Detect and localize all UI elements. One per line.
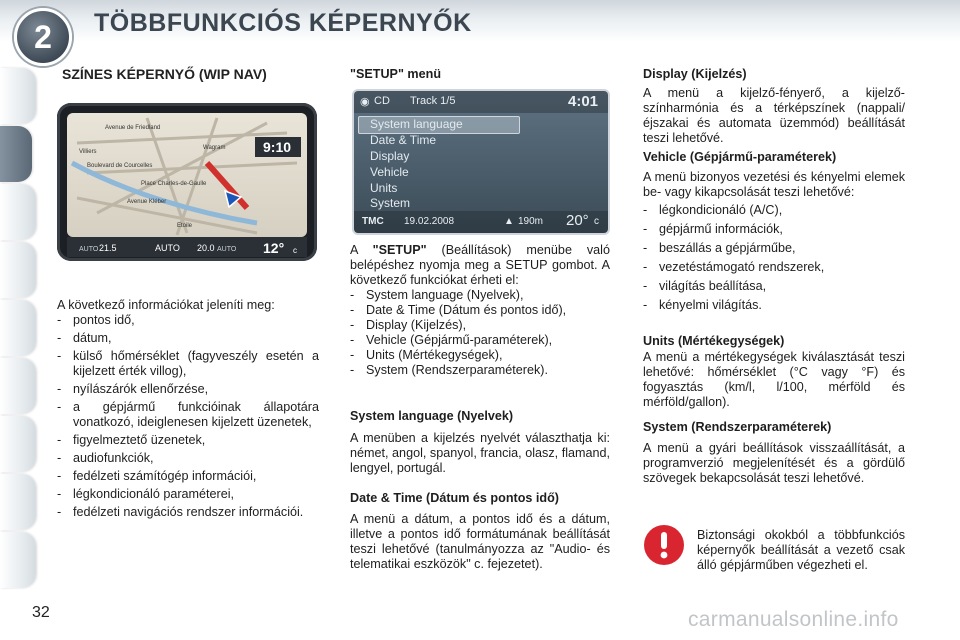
- list-item: - dátum,: [57, 331, 319, 346]
- list-item: - figyelmeztető üzenetek,: [57, 433, 319, 448]
- left-text-block: [57, 298, 319, 523]
- setup-menu-item[interactable]: System: [370, 196, 411, 210]
- language-text: A menüben a kijelzés nyelvét választhatja ki: német, angol, spanyol, francia, olasz, flamand, lengyel, portugál.: [350, 431, 610, 475]
- setup-tmc: TMC: [362, 216, 384, 227]
- system-text: A menü a gyári beállítások visszaállítását, a programverzió megjelenítését és a gördülő szövegek bekapcsolását teszi lehetővé.: [643, 441, 905, 485]
- cd-icon: ◉: [360, 96, 370, 108]
- setup-temp: 20°: [566, 212, 589, 229]
- setup-date: 19.02.2008: [404, 216, 455, 227]
- setup-intro-pre: A: [350, 243, 373, 257]
- setup-function-list: [350, 288, 610, 378]
- list-item: - fedélzeti navigációs rendszer információi.: [57, 505, 319, 520]
- nav-left-temp: 21.5: [99, 243, 117, 253]
- vehicle-list: [643, 203, 905, 313]
- list-item: - a gépjármű funkcióinak állapotára vonatkozó, ideiglenesen kijelzett üzenetek,: [57, 400, 319, 430]
- setup-clock: 4:01: [568, 93, 599, 110]
- nav-left-auto: AUTO: [79, 246, 99, 253]
- list-item: - vezetéstámogató rendszerek,: [643, 260, 905, 275]
- chapter-tab-4[interactable]: [0, 242, 36, 298]
- setup-track: Track 1/5: [410, 95, 456, 107]
- setup-intro: [350, 243, 610, 288]
- list-item: - Date & Time (Dátum és pontos idő),: [350, 303, 610, 318]
- map-label: Avenue de Friedland: [105, 125, 161, 131]
- setup-menu-item[interactable]: Vehicle: [370, 165, 409, 179]
- list-item: - beszállás a gépjárműbe,: [643, 241, 905, 256]
- vehicle-heading: Vehicle (Gépjármű-paraméterek): [643, 150, 837, 164]
- vehicle-text: A menü bizonyos vezetési és kényelmi elemek be- vagy kikapcsolását teszi lehetővé:: [643, 170, 905, 199]
- watermark: carmanualsonline.info: [688, 608, 899, 631]
- chapter-tab-9[interactable]: [0, 532, 36, 588]
- left-intro: A következő információkat jeleníti meg:: [57, 298, 275, 312]
- nav-right-temp: 20.0: [197, 243, 215, 253]
- list-item: - külső hőmérséklet (fagyveszély esetén a kijelzett érték villog),: [57, 349, 319, 379]
- chapter-tabs: [0, 60, 38, 600]
- list-item: - gépjármű információk,: [643, 222, 905, 237]
- language-heading: System language (Nyelvek): [350, 409, 514, 423]
- list-item: - légkondicionáló (A/C),: [643, 203, 905, 218]
- list-item: - audiofunkciók,: [57, 451, 319, 466]
- page-number: 32: [32, 604, 50, 621]
- system-heading: System (Rendszerparaméterek): [643, 420, 832, 434]
- page-header: [0, 0, 960, 55]
- setup-statusbar: [354, 211, 608, 233]
- list-item: - kényelmi világítás.: [643, 298, 905, 313]
- list-item: - pontos idő,: [57, 313, 319, 328]
- chapter-tab-1[interactable]: [0, 68, 36, 124]
- vehicle-text-block: [643, 170, 905, 317]
- setup-temp-unit: c: [594, 216, 599, 227]
- setup-intro-post: (Beállítások) menübe való belépéshez nyomja meg a SETUP gombot. A következő funkciókat érheti el:: [350, 243, 610, 287]
- chapter-badge: 2: [14, 8, 72, 66]
- setup-menu-item[interactable]: Date & Time: [370, 133, 437, 147]
- list-item: - System language (Nyelvek),: [350, 288, 610, 303]
- page-title: TÖBBFUNKCIÓS KÉPERNYŐK: [94, 9, 472, 37]
- units-text: A menü a mértékegységek kiválasztását teszi lehetővé: hőmérséklet (°C vagy °F) és fogyasztás (km/l, l/100, mérföld és mérföld/gallon).: [643, 350, 905, 409]
- list-item: - Display (Kijelzés),: [350, 318, 610, 333]
- map-label: Avenue Kléber: [127, 199, 167, 205]
- list-item: - légkondicionáló paraméterei,: [57, 487, 319, 502]
- exclamation-warning-icon: [644, 525, 684, 565]
- display-heading: Display (Kijelzés): [643, 67, 747, 81]
- map-label: Boulevard de Courcelles: [87, 163, 153, 169]
- map-label: Etoile: [177, 223, 193, 229]
- list-item: - Units (Mértékegységek),: [350, 348, 610, 363]
- nav-center-mode: AUTO: [155, 243, 180, 253]
- list-item: - System (Rendszerparaméterek).: [350, 363, 610, 378]
- nav-outside-unit: c: [293, 246, 297, 255]
- chapter-tab-8[interactable]: [0, 474, 36, 530]
- left-feature-list: [57, 313, 319, 520]
- map-label: Villiers: [79, 149, 97, 155]
- nav-outside-temp: 12°: [263, 240, 285, 256]
- nav-map-illustration: [57, 103, 317, 261]
- chapter-tab-3[interactable]: [0, 184, 36, 240]
- nav-arrow-icon: ▲: [504, 216, 514, 227]
- section-title: SZÍNES KÉPERNYŐ (WIP NAV): [62, 66, 267, 82]
- units-heading: Units (Mértékegységek): [643, 334, 785, 348]
- chapter-tab-7[interactable]: [0, 416, 36, 472]
- chapter-tab-6[interactable]: [0, 358, 36, 414]
- map-label: Wagram: [203, 145, 226, 151]
- safety-warning-text: Biztonsági okokból a többfunkciós képernyők beállítását a vezető csak álló gépjárműben végezheti el.: [697, 528, 905, 572]
- setup-menu-item[interactable]: Display: [370, 149, 410, 163]
- middle-text-block: [350, 243, 610, 378]
- setup-menu-item[interactable]: System language: [370, 117, 463, 131]
- list-item: - nyílászárók ellenőrzése,: [57, 382, 319, 397]
- nav-clock: 9:10: [263, 139, 292, 155]
- wip-nav-screen-photo: [57, 103, 317, 261]
- list-item: - világítás beállítása,: [643, 279, 905, 294]
- setup-menu-screen-photo: [354, 91, 608, 233]
- list-item: - fedélzeti számítógép információi,: [57, 469, 319, 484]
- setup-intro-bold: "SETUP": [372, 243, 427, 257]
- exclamation-icon: [644, 525, 684, 565]
- nav-right-auto: AUTO: [217, 246, 237, 253]
- map-label: Place Charles-de-Gaulle: [141, 181, 207, 187]
- setup-distance: 190m: [518, 216, 544, 227]
- list-item: - Vehicle (Gépjármű-paraméterek),: [350, 333, 610, 348]
- setup-menu-item[interactable]: Units: [370, 181, 398, 195]
- chapter-tab-2-active[interactable]: [0, 126, 32, 182]
- date-time-text: A menü a dátum, a pontos idő és a dátum, illetve a pontos idő formátumának beállítását teszi lehetővé (tanulmányozza az "Audio- és telematikai eszközök" c. fejezetet).: [350, 512, 610, 571]
- display-text: A menü a kijelző-fényerő, a kijelző-színharmónia és a térképszínek (nappali/éjszakai és automata üzemmód) beállítását teszi lehetővé.: [643, 86, 905, 145]
- chapter-tab-5[interactable]: [0, 300, 36, 356]
- date-time-heading: Date & Time (Dátum és pontos idő): [350, 491, 559, 505]
- setup-source: CD: [374, 95, 390, 107]
- setup-heading: "SETUP" menü: [350, 67, 442, 81]
